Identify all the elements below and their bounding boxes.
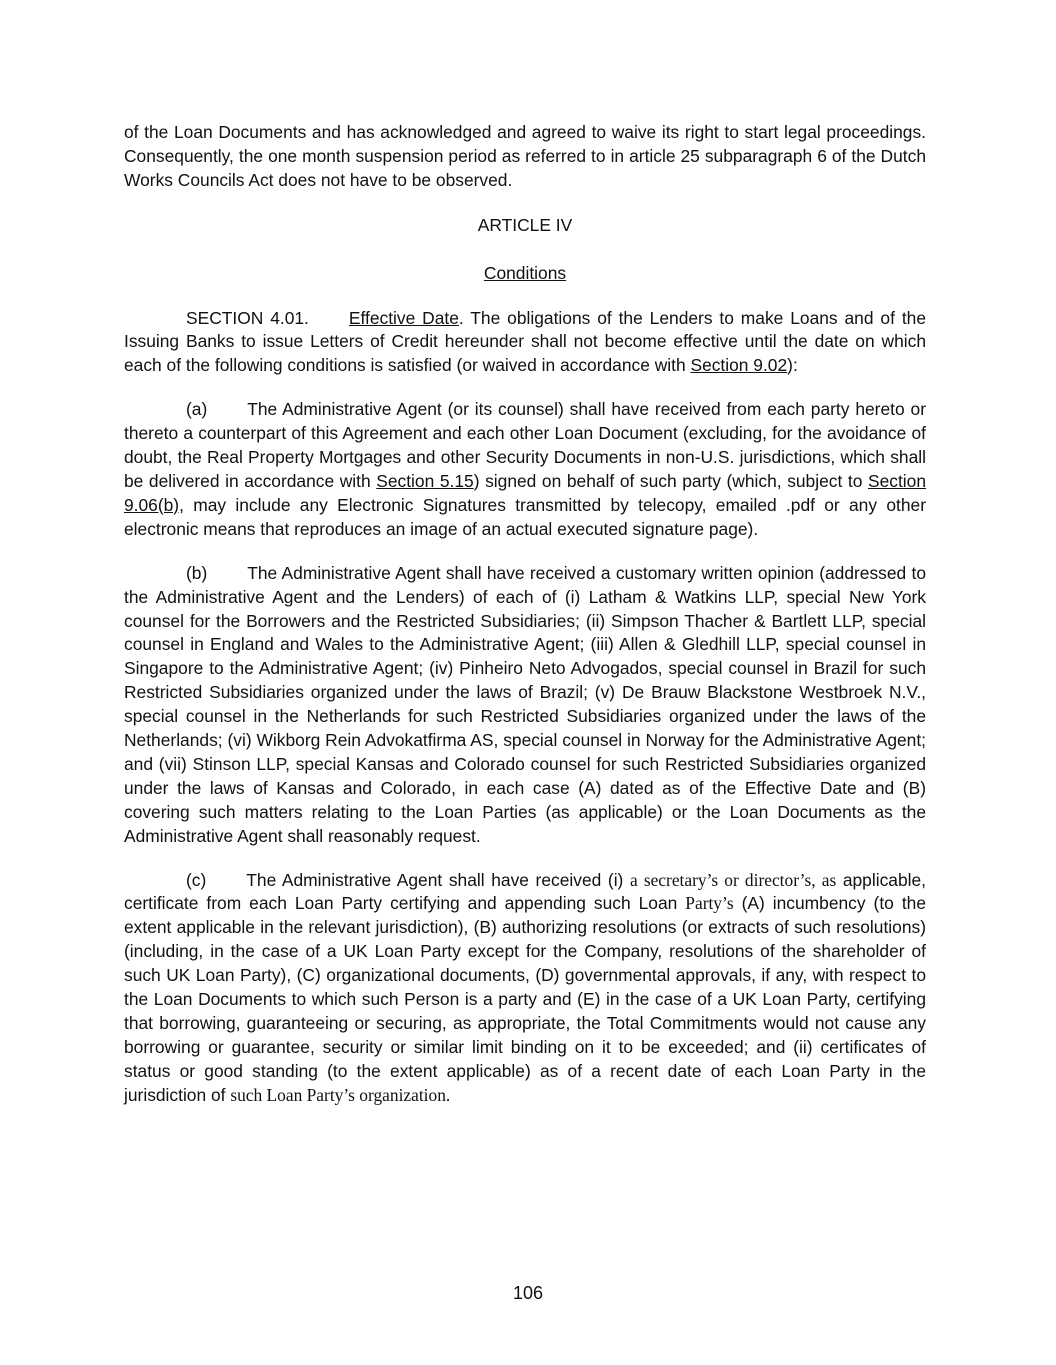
- article-heading: Conditions: [483, 262, 567, 283]
- paragraph-b-label: (b): [186, 562, 208, 583]
- paragraph-c-serif-2: Party’s: [685, 893, 734, 914]
- paragraph-a-ref-2: Section 9.06(b): [124, 470, 926, 515]
- section-text-before-ref: . The obligations of the Lenders to make Loans and of the Issuing Banks to issue Letters of Credit hereunder shall not become effective until the date on which each of the following conditions is satisfied (or waived in accordance with: [124, 307, 926, 376]
- paragraph-b-text: The Administrative Agent shall have received a customary written opinion (addressed to the Administrative Agent and the Lenders) of each of (i) Latham & Watkins LLP, special New York counsel for the Borrowers and the Restricted Subsidiaries; (ii) Simpson Thacher & Bartlett LLP, special counsel in England and Wales to the Administrative Agent; (iii) Allen & Gledhill LLP, special counsel in Singapore to the Administrative Agent; (iv) Pinheiro Neto Advogados, special counsel in Brazil for such Restricted Subsidiaries organized under the laws of Brazil; (v) De Brauw Blackstone Westbroek N.V., special counsel in the Netherlands for such Restricted Subsidiaries organized under the laws of the Netherlands; (vi) Wikborg Rein Advokatfirma AS, special counsel in Norway for the Administrative Agent; and (vii) Stinson LLP, special Kansas and Colorado counsel for such Restricted Subsidiaries organized under the laws of Kansas and Colorado, in each case (A) dated as of the Effective Date and (B) covering such matters relating to the Loan Parties (as applicable) or the Loan Documents as the Administrative Agent shall reasonably request.: [124, 562, 926, 846]
- section-text-after-ref: ):: [787, 355, 798, 376]
- paragraph-c-label: (c): [186, 869, 207, 890]
- section-label: SECTION 4.01.: [186, 307, 309, 328]
- paragraph-a: [124, 398, 926, 541]
- paragraph-c-text-1: The Administrative Agent shall have received (i): [246, 869, 630, 890]
- paragraph-c-serif-3: such Loan Party’s organization.: [230, 1084, 451, 1105]
- intro-paragraph: of the Loan Documents and has acknowledged and agreed to waive its right to start legal proceedings. Consequently, the one month suspension period as referred to in article 25 subparagraph 6 of the Dutch Works Councils Act does not have to be observed.: [124, 122, 926, 190]
- paragraph-c-text-2: applicable, certificate from each Loan Party certifying and appending such Loan: [124, 869, 926, 914]
- page-number: 106: [512, 1283, 544, 1303]
- paragraph-a-text-1: The Administrative Agent (or its counsel) shall have received from each party hereto or thereto a counterpart of this Agreement and each other Loan Document (excluding, for the avoidance of doubt, the Real Property Mortgages and other Security Documents in non-U.S. jurisdictions, which shall be delivered in accordance with: [124, 399, 926, 491]
- paragraph-a-text-2: ) signed on behalf of such party (which, subject to: [473, 470, 868, 491]
- section-ref-link: Section 9.02: [690, 355, 788, 376]
- article-title: ARTICLE IV: [477, 214, 573, 235]
- section-4-01-paragraph: [124, 307, 926, 379]
- paragraph-a-text-3: , may include any Electronic Signatures transmitted by telecopy, emailed .pdf or any other electronic means that reproduces an image of an actual executed signature page).: [124, 494, 926, 539]
- paragraph-c: [124, 869, 926, 1108]
- paragraph-b: [124, 562, 926, 849]
- paragraph-a-ref-1: Section 5.15: [376, 470, 474, 491]
- document-page: [124, 121, 926, 1108]
- paragraph-c-serif-1: a secretary’s or director’s, as: [629, 869, 837, 890]
- paragraph-a-label: (a): [186, 399, 208, 420]
- paragraph-c-text-3: (A) incumbency (to the extent applicable in the relevant jurisdiction), (B) authorizing resolutions (or extracts of such resolutions) (including, in the case of a UK Loan Party except for the Company, resolutions of the shareholder of such UK Loan Party), (C) organizational documents, (D) governmental approvals, if any, with respect to the Loan Documents to which such Person is a party and (E) in the case of a UK Loan Party, certifying that borrowing, guaranteeing or securing, as appropriate, the Total Commitments would not cause any borrowing or guarantee, security or similar limit binding on it to be exceeded; and (ii) certificates of status or good standing (to the extent applicable) as of a recent date of each Loan Party in the jurisdiction of: [124, 893, 926, 1105]
- section-title: Effective Date: [348, 307, 459, 328]
